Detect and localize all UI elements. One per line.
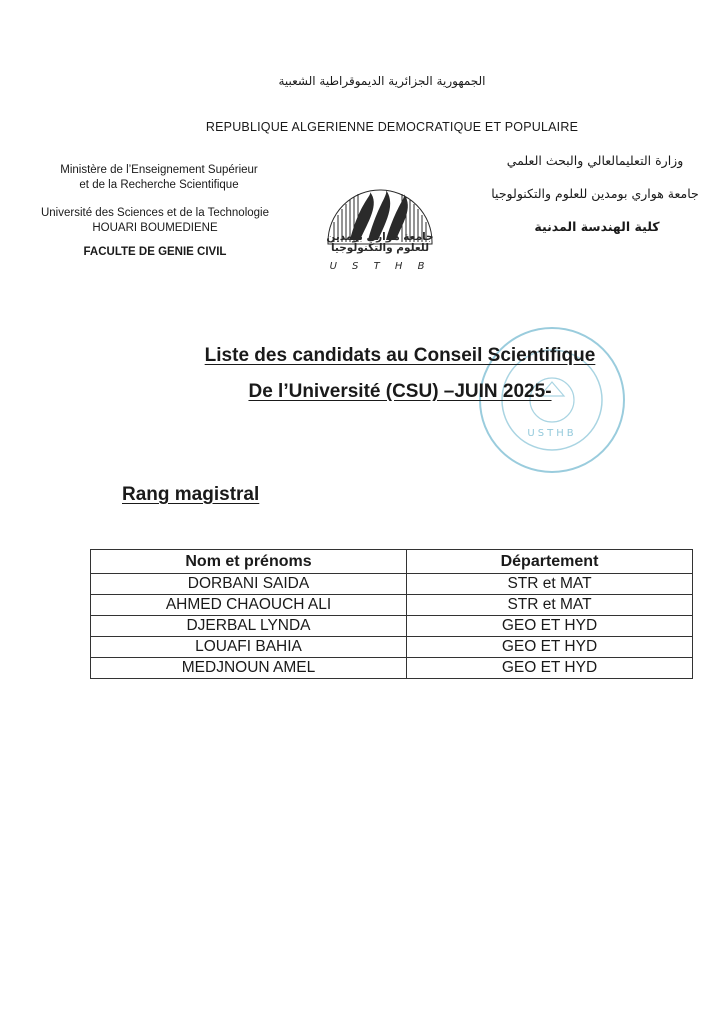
- candidate-name: AHMED CHAOUCH ALI: [91, 595, 407, 616]
- table-row: [91, 658, 693, 679]
- column-header-department: Département: [407, 550, 693, 574]
- table-row: [91, 637, 693, 658]
- table-row: [91, 616, 693, 637]
- candidate-department: GEO ET HYD: [407, 637, 693, 658]
- candidate-name: DORBANI SAIDA: [91, 574, 407, 595]
- university-fr-line2: HOUARI BOUMEDIENE: [92, 222, 218, 234]
- logo-letters: U S T H B: [329, 261, 431, 272]
- candidate-name: DJERBAL LYNDA: [91, 616, 407, 637]
- table-row: [91, 595, 693, 616]
- candidate-name: LOUAFI BAHIA: [91, 637, 407, 658]
- logo-arabic-line2: للعلوم والتكنولوجيا: [330, 242, 430, 254]
- republic-heading: REPUBLIQUE ALGERIENNE DEMOCRATIQUE ET POPULAIRE: [205, 120, 579, 134]
- candidate-department: GEO ET HYD: [407, 658, 693, 679]
- column-header-name: Nom et prénoms: [91, 550, 407, 574]
- table-header-row: [91, 550, 693, 574]
- candidate-department: STR et MAT: [407, 574, 693, 595]
- ministry-fr-line1: Ministère de l’Enseignement Supérieur: [60, 164, 258, 176]
- university-fr-line1: Université des Sciences et de la Technologie: [40, 207, 269, 219]
- logo-arabic-line1: جامعة هواري بومدين: [326, 231, 434, 243]
- candidate-name: MEDJNOUN AMEL: [91, 658, 407, 679]
- ministry-fr: [28, 163, 290, 193]
- document-title-line2: De l’Université (CSU) –JUIN 2025-: [248, 381, 552, 402]
- ministry-ar: وزارة التعليمالعالي والبحث العلمي: [506, 153, 684, 168]
- candidate-department: GEO ET HYD: [407, 616, 693, 637]
- document-title-line1: Liste des candidats au Conseil Scientifique: [204, 345, 596, 366]
- arabic-republic-heading: الجمهورية الجزائرية الديموقراطية الشعبية: [278, 74, 486, 88]
- section-heading: Rang magistral: [122, 484, 260, 505]
- ministry-fr-line2: et de la Recherche Scientifique: [79, 179, 239, 191]
- university-fr: [24, 206, 286, 236]
- candidate-department: STR et MAT: [407, 595, 693, 616]
- usthb-logo: [320, 182, 440, 277]
- candidates-table: [90, 549, 693, 679]
- faculty-ar: كلية الهندسة المدنية: [534, 219, 660, 234]
- faculty-fr: FACULTE DE GENIE CIVIL: [83, 246, 227, 258]
- university-ar: جامعة هواري بومدين للعلوم والتكنولوجيا: [491, 186, 699, 201]
- table-row: [91, 574, 693, 595]
- stamp-text: USTHB: [527, 428, 577, 439]
